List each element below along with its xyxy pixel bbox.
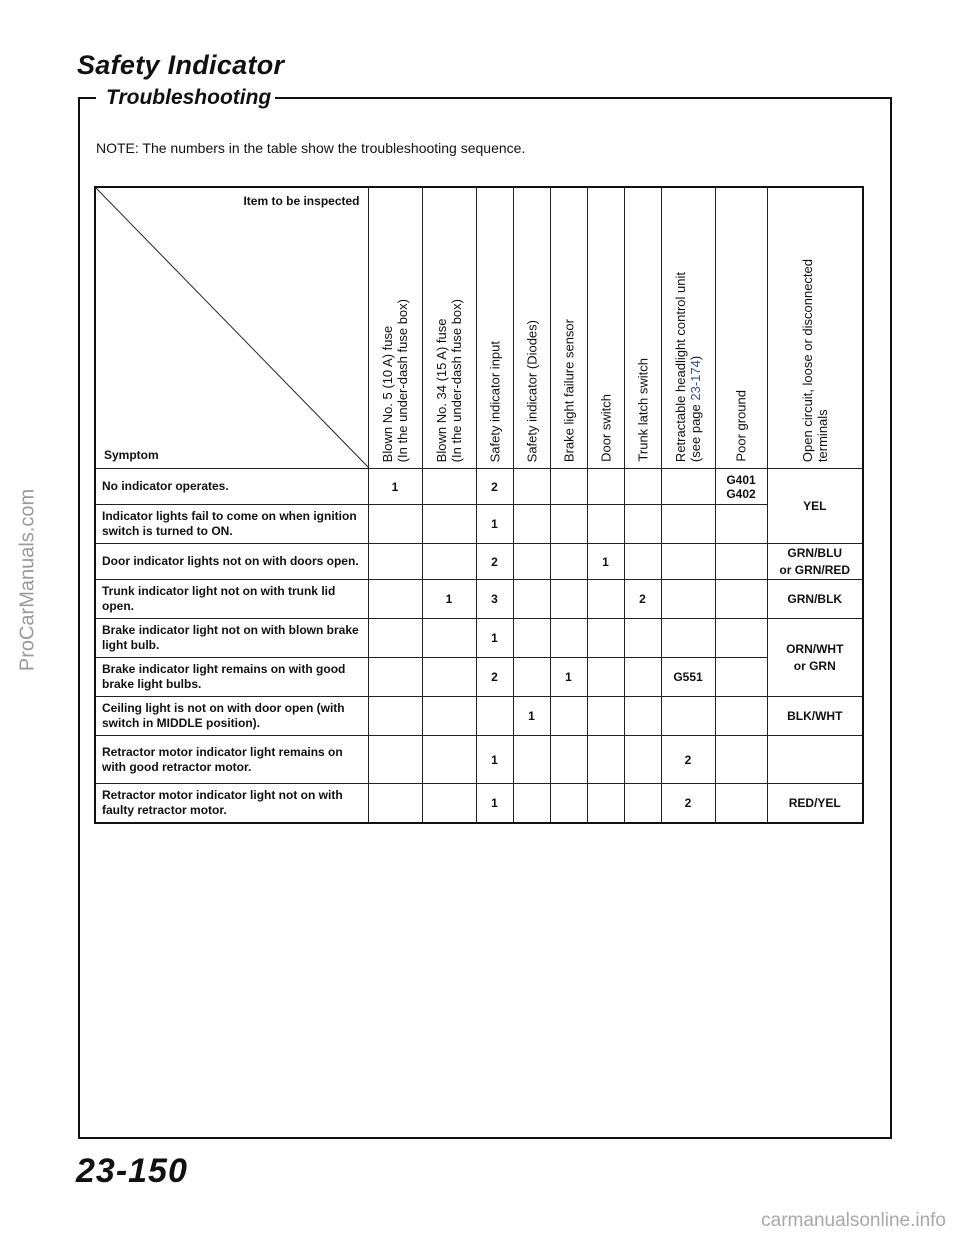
sequence-cell — [587, 580, 624, 619]
sequence-cell — [715, 736, 767, 784]
sequence-cell — [624, 469, 661, 505]
table-row — [95, 580, 863, 619]
sequence-cell: 2 — [661, 784, 715, 824]
wire-color-cell: GRN/BLU or GRN/RED — [767, 544, 863, 580]
sequence-cell — [661, 697, 715, 736]
column-header-retractable-headlight — [661, 187, 715, 469]
sequence-cell — [550, 619, 587, 658]
sequence-cell — [624, 505, 661, 544]
sequence-cell — [368, 580, 422, 619]
sequence-cell — [624, 619, 661, 658]
sequence-cell — [422, 658, 476, 697]
sequence-cell: 1 — [476, 784, 513, 824]
column-header: Trunk latch switch — [624, 187, 661, 469]
symptom-cell: Retractor motor indicator light not on with faulty retractor motor. — [95, 784, 368, 824]
wire-color-cell: ORN/WHT or GRN — [767, 619, 863, 697]
sequence-cell — [661, 505, 715, 544]
sequence-cell — [624, 697, 661, 736]
wire-color-cell: BLK/WHT — [767, 697, 863, 736]
sequence-cell: 3 — [476, 580, 513, 619]
sequence-cell — [587, 469, 624, 505]
sequence-cell: 2 — [624, 580, 661, 619]
wire-color-cell — [767, 736, 863, 784]
sequence-cell — [624, 658, 661, 697]
symptom-cell: Ceiling light is not on with door open (with switch in MIDDLE position). — [95, 697, 368, 736]
sequence-cell — [513, 544, 550, 580]
sequence-cell — [513, 469, 550, 505]
sequence-cell — [715, 505, 767, 544]
sequence-cell — [661, 544, 715, 580]
frame-top-right-rule — [272, 97, 890, 99]
sequence-cell — [715, 784, 767, 824]
page-number: 23-150 — [76, 1152, 188, 1190]
sequence-cell — [368, 697, 422, 736]
sequence-cell: 1 — [476, 505, 513, 544]
column-header: Safety indicator (Diodes) — [513, 187, 550, 469]
sequence-cell: 1 — [368, 469, 422, 505]
sequence-cell — [624, 544, 661, 580]
table-row — [95, 544, 863, 580]
column-header: Blown No. 34 (15 A) fuse (In the under-dash fuse box) — [422, 187, 476, 469]
symptom-cell: Brake indicator light remains on with good brake light bulbs. — [95, 658, 368, 697]
sequence-cell — [513, 784, 550, 824]
sequence-cell — [422, 619, 476, 658]
sequence-cell — [715, 619, 767, 658]
watermark-bottom: carmanualsonline.info — [761, 1210, 946, 1231]
note-text: NOTE: The numbers in the table show the troubleshooting sequence. — [96, 140, 526, 156]
sequence-cell — [550, 469, 587, 505]
sequence-cell — [550, 736, 587, 784]
sequence-cell — [587, 505, 624, 544]
sequence-cell — [513, 580, 550, 619]
table-row — [95, 784, 863, 824]
sequence-cell — [368, 784, 422, 824]
sequence-cell — [661, 619, 715, 658]
sequence-cell: 2 — [661, 736, 715, 784]
sequence-cell — [368, 619, 422, 658]
sequence-cell — [368, 658, 422, 697]
sequence-cell — [715, 580, 767, 619]
sequence-cell: 2 — [476, 544, 513, 580]
sequence-cell: G551 — [661, 658, 715, 697]
symptom-label: Symptom — [104, 448, 159, 462]
sequence-cell — [422, 736, 476, 784]
table-corner-cell — [95, 187, 368, 469]
table-row — [95, 469, 863, 505]
column-header: Door switch — [587, 187, 624, 469]
sequence-cell — [550, 544, 587, 580]
sequence-cell — [422, 697, 476, 736]
symptom-cell: Door indicator lights not on with doors open. — [95, 544, 368, 580]
sequence-cell — [513, 736, 550, 784]
sequence-cell — [624, 784, 661, 824]
column-header: Open circuit, loose or disconnected terminals — [767, 187, 863, 469]
page-title: Safety Indicator — [77, 50, 285, 80]
wire-color-cell: RED/YEL — [767, 784, 863, 824]
sequence-cell — [513, 658, 550, 697]
sequence-cell — [715, 697, 767, 736]
table-row — [95, 505, 863, 544]
symptom-cell: Brake indicator light not on with blown brake light bulb. — [95, 619, 368, 658]
table-header-row — [95, 187, 863, 469]
sequence-cell — [587, 736, 624, 784]
wire-color-cell: GRN/BLK — [767, 580, 863, 619]
symptom-cell: Indicator lights fail to come on when ignition switch is turned to ON. — [95, 505, 368, 544]
symptom-cell: Retractor motor indicator light remains on with good retractor motor. — [95, 736, 368, 784]
wire-color-cell: YEL — [767, 469, 863, 544]
sequence-cell: 1 — [587, 544, 624, 580]
page-link[interactable]: 23-174 — [688, 360, 703, 401]
corner-diagonal — [96, 188, 369, 468]
sequence-cell — [587, 619, 624, 658]
column-header: Poor ground — [715, 187, 767, 469]
sequence-cell: 1 — [476, 619, 513, 658]
table-row — [95, 658, 863, 697]
sequence-cell: 1 — [550, 658, 587, 697]
sequence-cell — [550, 505, 587, 544]
sequence-cell — [550, 697, 587, 736]
sequence-cell: 1 — [422, 580, 476, 619]
sequence-cell — [368, 736, 422, 784]
symptom-cell: No indicator operates. — [95, 469, 368, 505]
sequence-cell — [661, 580, 715, 619]
sequence-cell — [476, 697, 513, 736]
symptom-cell: Trunk indicator light not on with trunk lid open. — [95, 580, 368, 619]
sequence-cell: 2 — [476, 658, 513, 697]
sequence-cell — [587, 658, 624, 697]
sequence-cell: 1 — [513, 697, 550, 736]
section-subtitle: Troubleshooting — [102, 86, 275, 110]
page-reference: (see page 23-174) — [688, 355, 703, 462]
sequence-cell — [368, 544, 422, 580]
sequence-cell — [513, 505, 550, 544]
sequence-cell: G401 G402 — [715, 469, 767, 505]
sequence-cell — [422, 544, 476, 580]
column-header: Blown No. 5 (10 A) fuse (In the under-dash fuse box) — [368, 187, 422, 469]
sequence-cell — [587, 697, 624, 736]
table-row — [95, 697, 863, 736]
sequence-cell — [550, 580, 587, 619]
sequence-cell — [550, 784, 587, 824]
column-header: Brake light failure sensor — [550, 187, 587, 469]
table-row — [95, 619, 863, 658]
table-row — [95, 736, 863, 784]
item-to-be-inspected-label: Item to be inspected — [243, 194, 360, 208]
frame-top-left-rule — [78, 97, 96, 99]
sequence-cell — [715, 658, 767, 697]
sequence-cell — [513, 619, 550, 658]
sequence-cell: 2 — [476, 469, 513, 505]
sequence-cell — [422, 784, 476, 824]
sequence-cell — [624, 736, 661, 784]
column-header-label: Retractable headlight control unit — [673, 271, 688, 462]
sequence-cell — [422, 469, 476, 505]
sequence-cell — [422, 505, 476, 544]
troubleshooting-table — [94, 186, 864, 824]
column-header: Safety indicator input — [476, 187, 513, 469]
watermark-left: ProCarManuals.com — [16, 488, 39, 672]
sequence-cell: 1 — [476, 736, 513, 784]
sequence-cell — [587, 784, 624, 824]
sequence-cell — [715, 544, 767, 580]
sequence-cell — [661, 469, 715, 505]
sequence-cell — [368, 505, 422, 544]
